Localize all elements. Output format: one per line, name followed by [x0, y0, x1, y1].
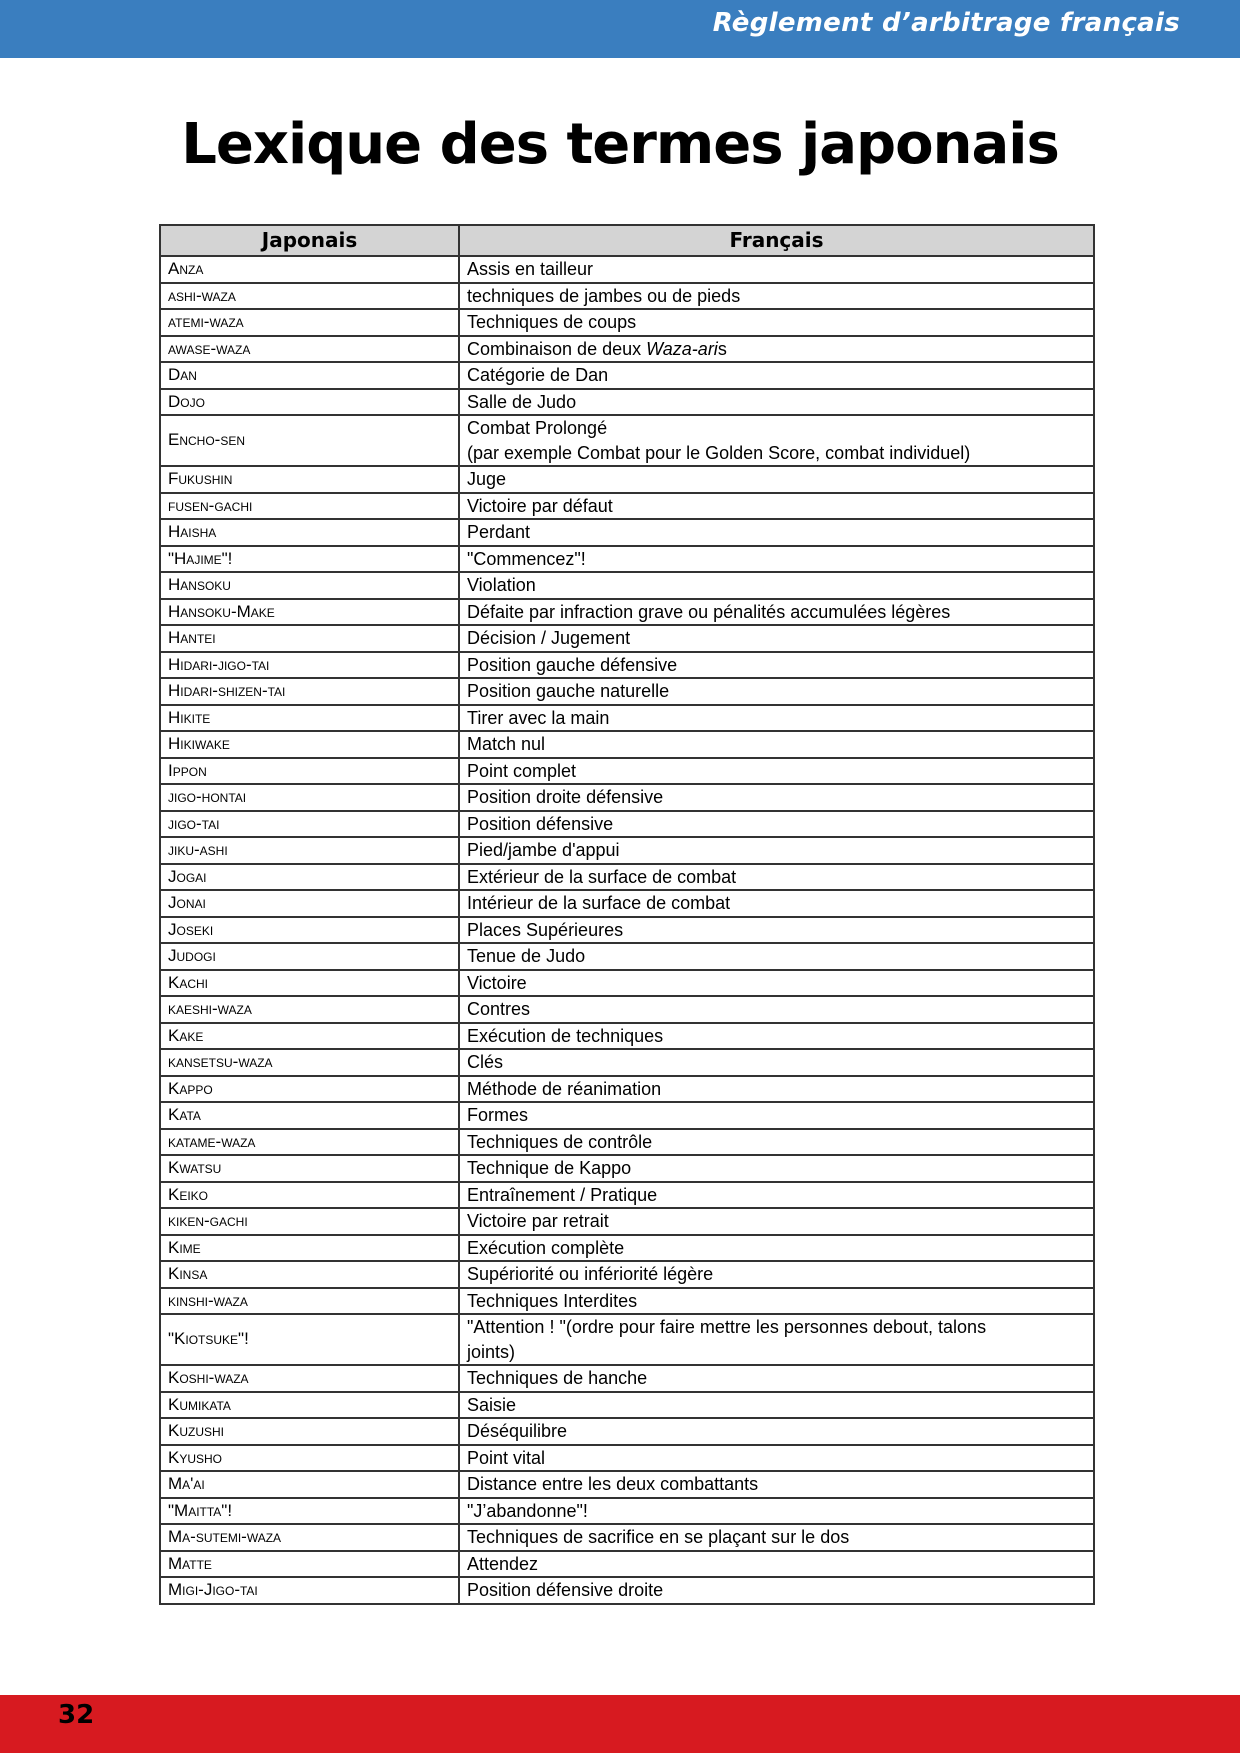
term-japanese: jigo-hontai [160, 784, 459, 811]
running-title: Règlement d’arbitrage français [712, 8, 1180, 38]
term-french [459, 705, 1094, 732]
term-french-text: "Commencez"! [467, 548, 586, 569]
term-french-text: Entraînement / Pratique [467, 1184, 658, 1205]
term-french-text: Point vital [467, 1447, 546, 1468]
term-french [459, 837, 1094, 864]
term-french [459, 1102, 1094, 1129]
table-row [160, 1551, 1094, 1578]
term-japanese: Keiko [160, 1182, 459, 1209]
term-french [459, 1288, 1094, 1315]
term-french-text: Victoire par retrait [467, 1211, 609, 1231]
term-french-text: Tenue de Judo [467, 946, 586, 966]
term-japanese: Kappo [160, 1076, 459, 1103]
table-row [160, 1392, 1094, 1419]
term-french [459, 1551, 1094, 1578]
table-row [160, 1076, 1094, 1103]
term-french [459, 1445, 1094, 1472]
term-french-suffix: s [717, 338, 727, 359]
term-french [459, 336, 1094, 363]
term-french-emphasis: Waza-ari [646, 338, 718, 359]
term-french [459, 890, 1094, 917]
term-french-text: Techniques de coups [467, 312, 637, 332]
term-japanese: Jonai [160, 890, 459, 917]
term-japanese: Hikiwake [160, 731, 459, 758]
term-japanese: Ippon [160, 758, 459, 785]
term-french [459, 1498, 1094, 1525]
table-row [160, 1471, 1094, 1498]
term-french-text: Places Supérieures [467, 919, 624, 940]
term-french-text: Supériorité ou infériorité légère [467, 1264, 714, 1284]
term-french [459, 1524, 1094, 1551]
term-french-text: Techniques de contrôle [467, 1131, 653, 1152]
table-row [160, 678, 1094, 705]
term-french-line2: joints) [467, 1341, 516, 1362]
term-french-text: Saisie [467, 1394, 517, 1415]
term-japanese: kiken-gachi [160, 1208, 459, 1235]
term-french-text: Catégorie de Dan [467, 365, 609, 385]
table-row [160, 283, 1094, 310]
table-row [160, 1314, 1094, 1365]
table-row [160, 362, 1094, 389]
term-french [459, 1182, 1094, 1209]
term-japanese: Kyusho [160, 1445, 459, 1472]
term-french [459, 1418, 1094, 1445]
table-row [160, 758, 1094, 785]
term-japanese: Kake [160, 1023, 459, 1050]
term-french-text: Exécution complète [467, 1237, 625, 1258]
term-french [459, 519, 1094, 546]
term-french [459, 599, 1094, 626]
table-row [160, 1498, 1094, 1525]
term-french-text: Victoire [467, 972, 527, 993]
term-japanese: jiku-ashi [160, 837, 459, 864]
table-body [160, 256, 1094, 1604]
term-french [459, 943, 1094, 970]
term-french-text: Salle de Judo [467, 391, 577, 412]
term-french [459, 546, 1094, 573]
term-french-text: Décision / Jugement [467, 628, 631, 648]
term-french [459, 864, 1094, 891]
term-japanese: Dan [160, 362, 459, 389]
term-japanese: Ma'ai [160, 1471, 459, 1498]
term-japanese: "Maitta"! [160, 1498, 459, 1525]
term-french [459, 283, 1094, 310]
table-row [160, 493, 1094, 520]
table-row [160, 1102, 1094, 1129]
term-french [459, 1076, 1094, 1103]
table-row [160, 519, 1094, 546]
table-row [160, 917, 1094, 944]
term-japanese: Jogai [160, 864, 459, 891]
term-japanese: "Kiotsuke"! [160, 1314, 459, 1365]
term-french-text: Clés [467, 1052, 504, 1072]
term-japanese: ashi-waza [160, 283, 459, 310]
table-row [160, 890, 1094, 917]
term-french-text: Combinaison de deux [467, 338, 647, 359]
term-french [459, 362, 1094, 389]
term-japanese: awase-waza [160, 336, 459, 363]
table-row [160, 336, 1094, 363]
term-french-text: Position défensive droite [467, 1580, 664, 1600]
term-french [459, 811, 1094, 838]
term-japanese: Hansoku [160, 572, 459, 599]
table-row [160, 599, 1094, 626]
term-french-text: Pied/jambe d'appui [467, 840, 620, 860]
term-french [459, 256, 1094, 283]
term-french-text: Contres [467, 999, 531, 1019]
term-japanese: Kwatsu [160, 1155, 459, 1182]
term-french [459, 389, 1094, 416]
table-row [160, 625, 1094, 652]
term-french [459, 784, 1094, 811]
term-japanese: atemi-waza [160, 309, 459, 336]
table-row [160, 1445, 1094, 1472]
term-japanese: Matte [160, 1551, 459, 1578]
term-french [459, 758, 1094, 785]
term-japanese: Hidari-shizen-tai [160, 678, 459, 705]
table-row [160, 996, 1094, 1023]
table-row [160, 389, 1094, 416]
term-french-text: Assis en tailleur [467, 259, 594, 279]
table-row [160, 705, 1094, 732]
term-french-text: Techniques Interdites [467, 1290, 638, 1311]
table-row [160, 572, 1094, 599]
term-french [459, 1023, 1094, 1050]
table-row [160, 256, 1094, 283]
term-french [459, 1155, 1094, 1182]
table-row [160, 837, 1094, 864]
table-row [160, 970, 1094, 997]
column-header-francais: Français [459, 225, 1094, 256]
term-french-text: Tirer avec la main [467, 707, 610, 728]
term-french [459, 652, 1094, 679]
term-french-text: Méthode de réanimation [467, 1078, 662, 1099]
table-row [160, 1288, 1094, 1315]
table-row [160, 731, 1094, 758]
term-japanese: Migi-Jigo-tai [160, 1577, 459, 1604]
term-french-text: Juge [467, 469, 507, 489]
term-french-text: "Attention ! "(ordre pour faire mettre les personnes debout, talons [467, 1317, 987, 1337]
lexicon-table [159, 224, 1095, 1605]
term-french-text: Position gauche défensive [467, 654, 678, 675]
table-row [160, 1261, 1094, 1288]
table-row [160, 1155, 1094, 1182]
table-row [160, 546, 1094, 573]
term-french-text: Violation [467, 575, 536, 595]
table-row [160, 943, 1094, 970]
term-french [459, 678, 1094, 705]
table-row [160, 1129, 1094, 1156]
table-row [160, 1235, 1094, 1262]
term-japanese: Kinsa [160, 1261, 459, 1288]
term-french [459, 1471, 1094, 1498]
table-row [160, 784, 1094, 811]
term-japanese: Hikite [160, 705, 459, 732]
term-french-text: Techniques de hanche [467, 1368, 648, 1388]
term-french [459, 1314, 1094, 1365]
term-french [459, 1577, 1094, 1604]
term-french-text: Distance entre les deux combattants [467, 1474, 759, 1494]
term-japanese: Dojo [160, 389, 459, 416]
term-french [459, 1208, 1094, 1235]
term-french-text: Perdant [467, 522, 531, 542]
term-french-text: Intérieur de la surface de combat [467, 893, 731, 913]
term-french-text: Attendez [467, 1553, 539, 1574]
term-french-text: Formes [467, 1105, 529, 1125]
term-japanese: katame-waza [160, 1129, 459, 1156]
term-french [459, 572, 1094, 599]
term-japanese: Encho-sen [160, 415, 459, 466]
term-french-text: Position droite défensive [467, 787, 664, 807]
term-japanese: Ma-sutemi-waza [160, 1524, 459, 1551]
term-french-text: techniques de jambes ou de pieds [467, 285, 741, 306]
term-french-text: Point complet [467, 760, 577, 781]
term-french [459, 970, 1094, 997]
term-japanese: Kime [160, 1235, 459, 1262]
table-row [160, 1023, 1094, 1050]
term-french [459, 1365, 1094, 1392]
term-french-text: Position défensive [467, 813, 614, 834]
table-row [160, 1049, 1094, 1076]
table-row [160, 811, 1094, 838]
table-row [160, 1182, 1094, 1209]
term-french-text: Technique de Kappo [467, 1158, 632, 1178]
term-french [459, 625, 1094, 652]
term-japanese: jigo-tai [160, 811, 459, 838]
term-french [459, 917, 1094, 944]
term-french-text: Position gauche naturelle [467, 681, 670, 701]
term-japanese: kansetsu-waza [160, 1049, 459, 1076]
term-french [459, 466, 1094, 493]
table-header-row [160, 225, 1094, 256]
term-french [459, 1261, 1094, 1288]
table-row [160, 1577, 1094, 1604]
term-japanese: Kachi [160, 970, 459, 997]
term-french-text: Déséquilibre [467, 1421, 568, 1441]
term-japanese: Hidari-jigo-tai [160, 652, 459, 679]
term-japanese: Kuzushi [160, 1418, 459, 1445]
table-row [160, 309, 1094, 336]
term-japanese: Haisha [160, 519, 459, 546]
term-japanese: Koshi-waza [160, 1365, 459, 1392]
table-row [160, 864, 1094, 891]
term-japanese: Kata [160, 1102, 459, 1129]
term-french-text: Combat Prolongé [467, 418, 608, 438]
term-japanese: "Hajime"! [160, 546, 459, 573]
table-row [160, 466, 1094, 493]
term-french [459, 1129, 1094, 1156]
page-title: Lexique des termes japonais [181, 112, 1059, 177]
term-french-text: Techniques de sacrifice en se plaçant sur le dos [467, 1527, 850, 1547]
term-french [459, 309, 1094, 336]
term-french [459, 415, 1094, 466]
table-row [160, 1208, 1094, 1235]
term-french-text: Victoire par défaut [467, 495, 613, 516]
table-row [160, 415, 1094, 466]
term-french [459, 1235, 1094, 1262]
term-french [459, 493, 1094, 520]
table-row [160, 1365, 1094, 1392]
term-japanese: Joseki [160, 917, 459, 944]
term-japanese: Hansoku-Make [160, 599, 459, 626]
term-french-text: Défaite par infraction grave ou pénalités accumulées légères [467, 601, 951, 622]
term-japanese: Anza [160, 256, 459, 283]
term-french-line2: (par exemple Combat pour le Golden Score, combat individuel) [467, 442, 971, 463]
term-japanese: Hantei [160, 625, 459, 652]
page-number: 32 [58, 1700, 95, 1730]
column-header-japonais: Japonais [160, 225, 459, 256]
term-french [459, 1049, 1094, 1076]
term-french-text: Match nul [467, 734, 546, 754]
term-french-text: Exécution de techniques [467, 1025, 664, 1046]
term-french-text: Extérieur de la surface de combat [467, 866, 737, 887]
term-japanese: fusen-gachi [160, 493, 459, 520]
table-row [160, 1418, 1094, 1445]
table-row [160, 1524, 1094, 1551]
term-french [459, 996, 1094, 1023]
footer-bar [0, 1695, 1240, 1753]
term-japanese: Fukushin [160, 466, 459, 493]
header-bar [0, 0, 1240, 58]
term-french-text: "J’abandonne"! [467, 1500, 588, 1521]
table-row [160, 652, 1094, 679]
term-japanese: kaeshi-waza [160, 996, 459, 1023]
term-japanese: kinshi-waza [160, 1288, 459, 1315]
term-french [459, 731, 1094, 758]
term-french [459, 1392, 1094, 1419]
term-japanese: Judogi [160, 943, 459, 970]
term-japanese: Kumikata [160, 1392, 459, 1419]
